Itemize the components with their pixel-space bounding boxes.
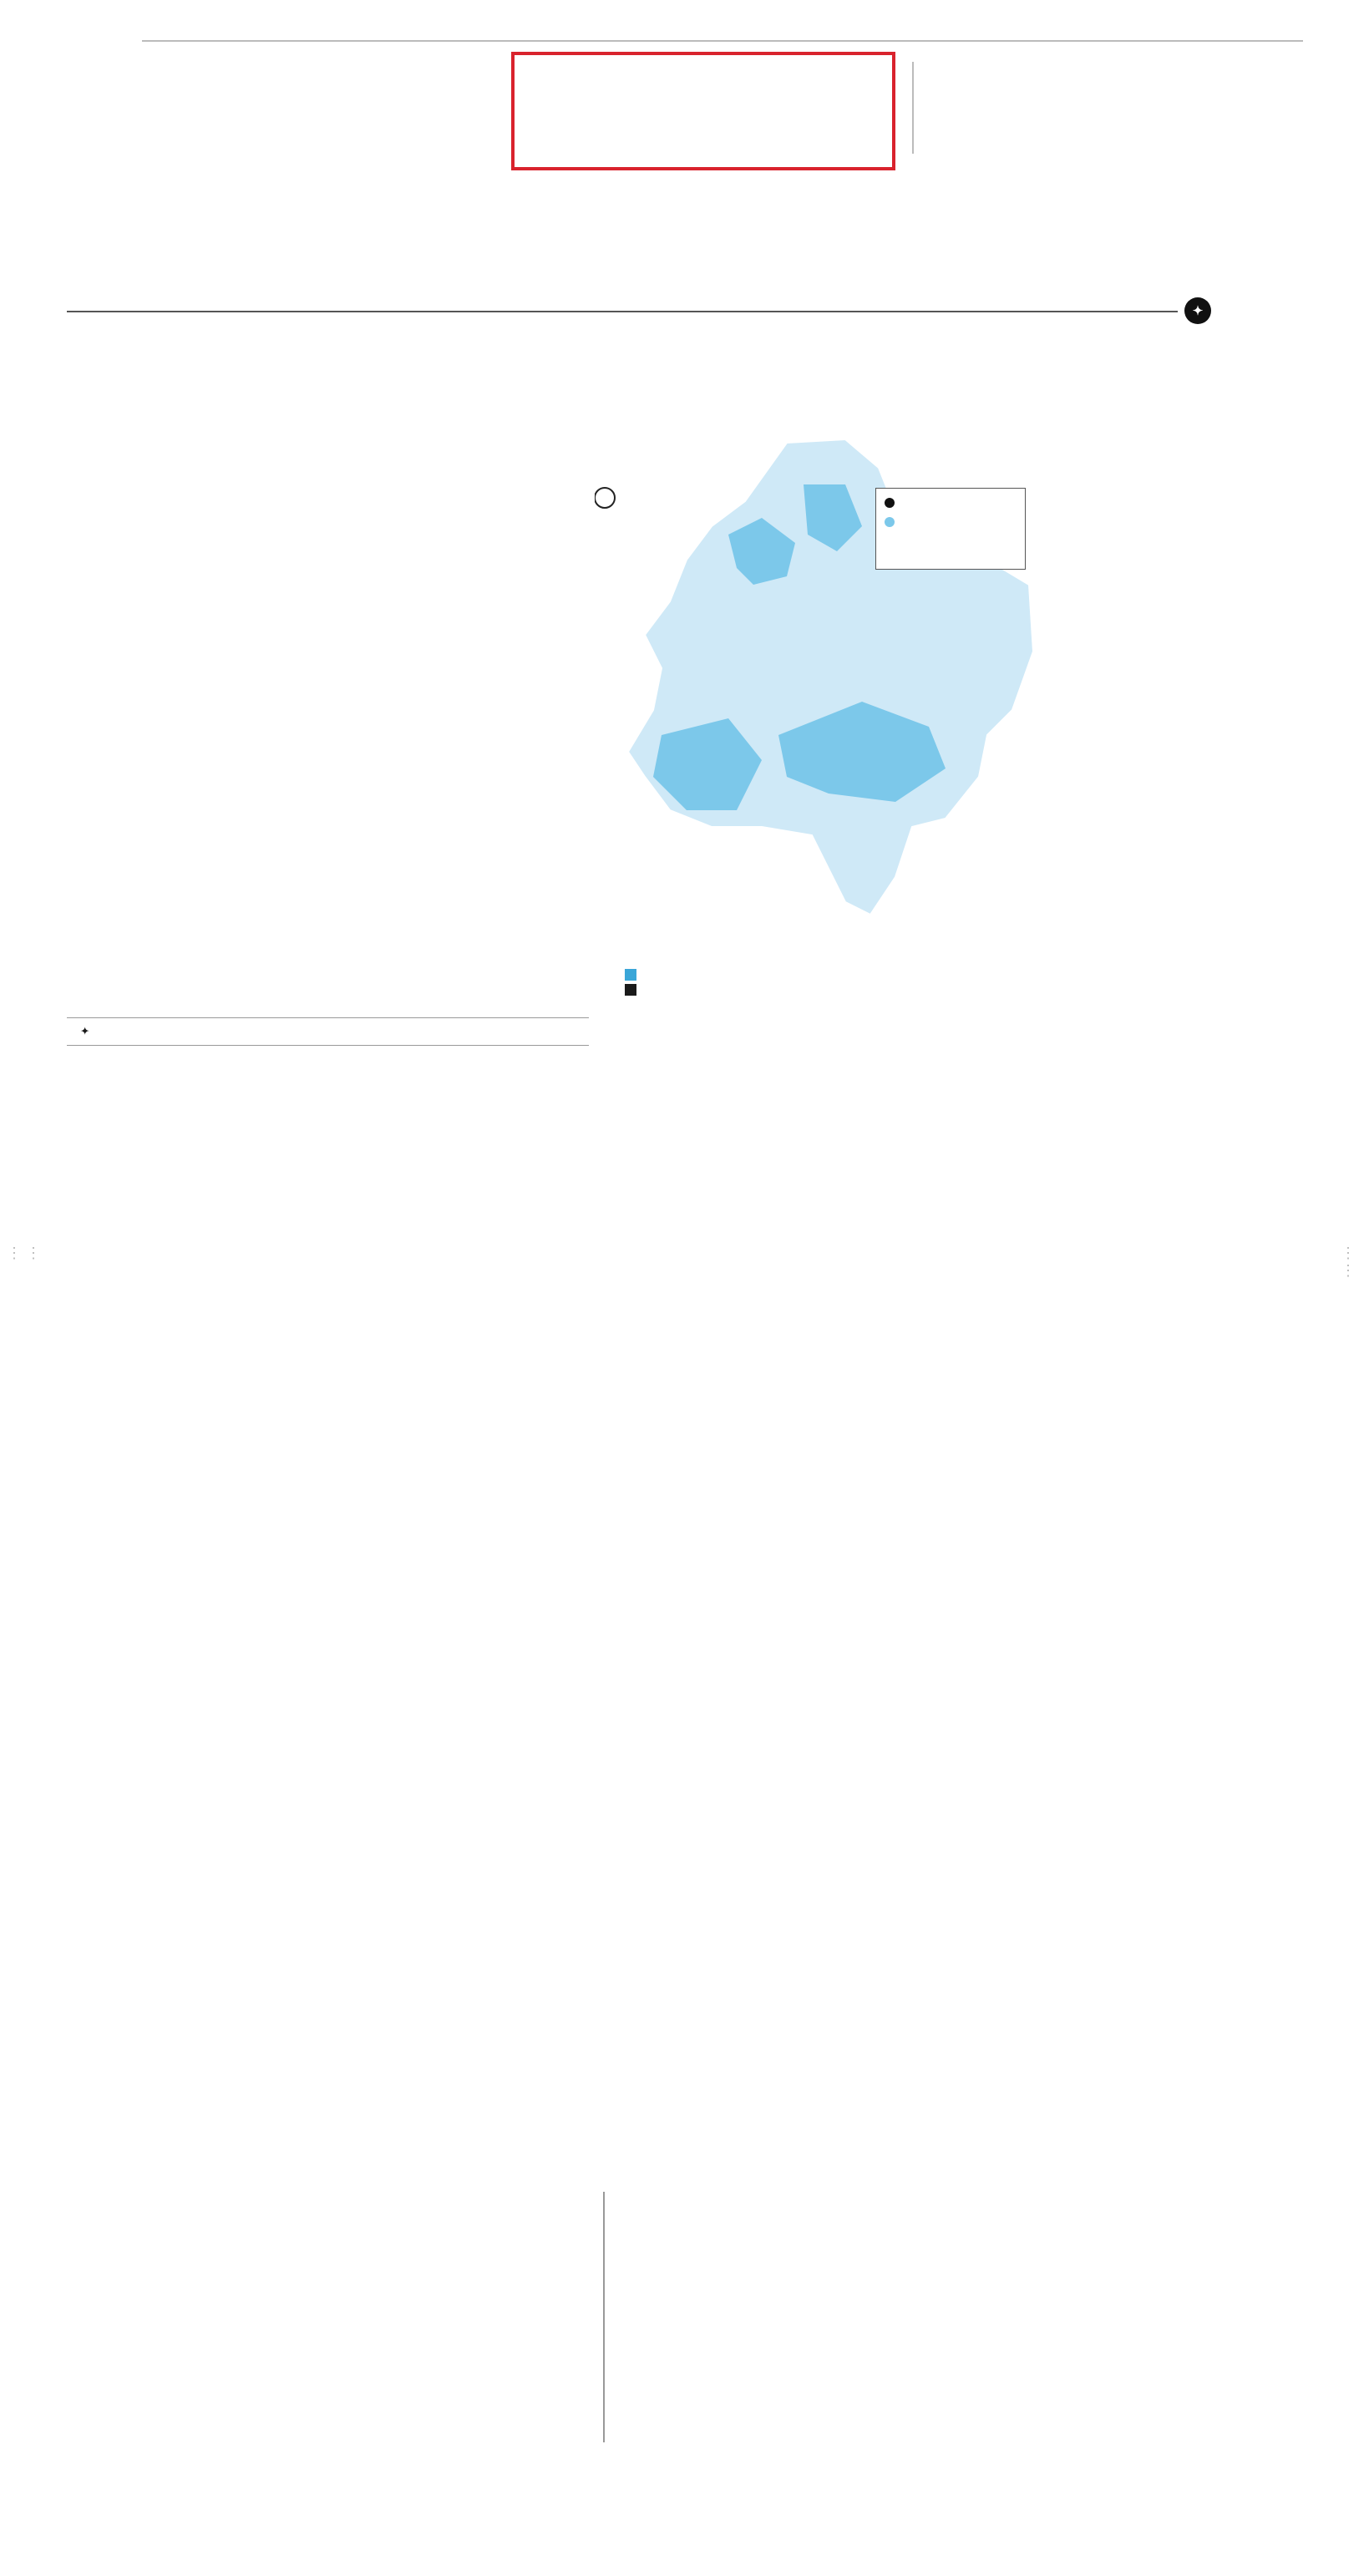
article-column-1: [67, 1084, 291, 1088]
legend-item-homicidios: [885, 515, 1017, 527]
article-column-5: [1079, 491, 1303, 501]
legend-item-coca: [885, 495, 1017, 508]
legend-item-2015: [625, 969, 643, 981]
top-rule: [142, 40, 1303, 42]
compass: [595, 488, 615, 508]
teaser-box-paras[interactable]: [935, 52, 1311, 170]
twitter-icon: ✦: [80, 1025, 90, 1037]
legend-swatch: [625, 969, 636, 981]
twitter-link[interactable]: [1184, 297, 1219, 324]
header-rule: [67, 311, 1178, 312]
legend-swatch: [885, 517, 895, 527]
margin-marks: ⋮ ⋮: [7, 1245, 42, 1261]
twitter-icon: ✦: [1184, 297, 1211, 324]
margin-marks: ⋮ ⋮: [1341, 1245, 1356, 1279]
coca-bar-chart: [595, 994, 1062, 1604]
teaser-box-fiscales[interactable]: [511, 52, 895, 170]
byline-twitter[interactable]: [80, 1025, 89, 1038]
quote-box-rule: [603, 2192, 605, 2442]
byline: [67, 1017, 589, 1046]
map-legend: [875, 488, 1026, 570]
legend-swatch: [885, 498, 895, 508]
teaser-divider: [912, 62, 914, 154]
